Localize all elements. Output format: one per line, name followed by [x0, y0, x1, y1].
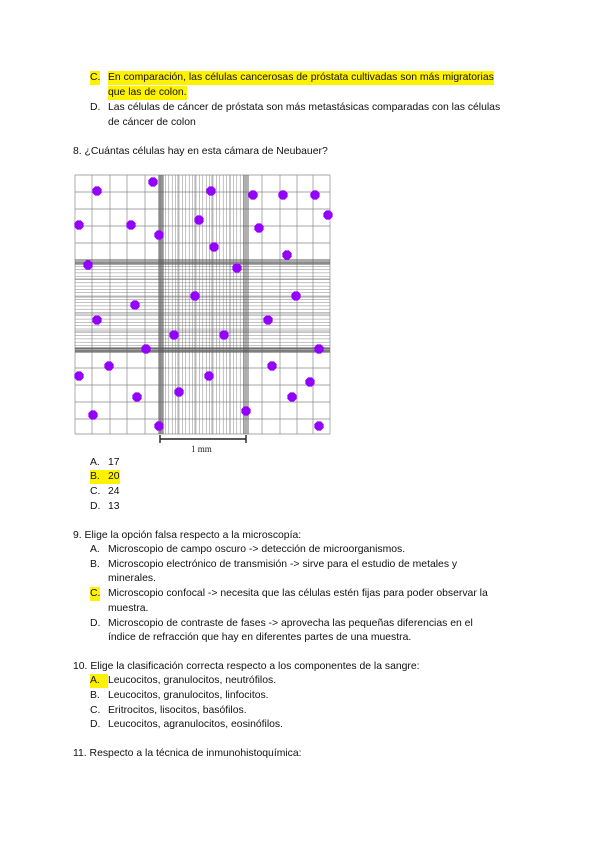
cell-dot — [132, 392, 141, 401]
option-text: Leucocitos, agranulocitos, eosinófilos. — [108, 719, 284, 730]
cell-dot — [148, 177, 157, 186]
option-text: Eritrocitos, lisocitos, basófilos. — [108, 705, 247, 716]
cell-dot — [291, 291, 300, 300]
option-letter: C. — [90, 588, 101, 599]
option-text: 20 — [108, 471, 120, 482]
cell-dot — [104, 361, 113, 370]
option-text: Leucocitos, granulocitos, neutrófilos. — [108, 675, 277, 686]
option-text-line: que las de colon. — [108, 87, 187, 98]
cell-dot — [130, 300, 139, 309]
cell-dot — [88, 410, 97, 419]
cell-dot — [248, 190, 257, 199]
cell-dot — [241, 406, 250, 415]
cell-dot — [278, 190, 287, 199]
q11-question: 11. Respecto a la técnica de inmunohistoquímica: — [73, 748, 302, 759]
option-letter: A. — [90, 544, 100, 555]
cell-dot — [141, 344, 150, 353]
option-letter: B. — [90, 559, 100, 570]
cell-dot — [169, 330, 178, 339]
cell-dot — [254, 223, 263, 232]
option-letter: A. — [90, 674, 108, 688]
option-letter: C. — [90, 705, 101, 716]
option-text: 24 — [108, 486, 120, 497]
option-text: 17 — [108, 457, 120, 468]
neubauer-grid-svg — [74, 174, 334, 456]
cells-layer — [74, 177, 332, 430]
cell-dot — [126, 220, 135, 229]
cell-dot — [92, 186, 101, 195]
option-text-line: Microscopio confocal -> necesita que las células estén fijas para poder observar la — [108, 588, 488, 599]
cell-dot — [314, 344, 323, 353]
cell-dot — [174, 387, 183, 396]
cell-dot — [314, 421, 323, 430]
cell-dot — [74, 220, 83, 229]
cell-dot — [204, 371, 213, 380]
option-letter: D. — [90, 102, 101, 113]
option-text-line: índice de refracción que hay en diferentes partes de una muestra. — [108, 632, 412, 643]
cell-dot — [74, 371, 83, 380]
option-letter: A. — [90, 457, 100, 468]
cell-dot — [310, 190, 319, 199]
cell-dot — [194, 215, 203, 224]
cell-dot — [154, 230, 163, 239]
option-letter: D. — [90, 618, 101, 629]
option-text-line: minerales. — [108, 573, 156, 584]
option-text-line: de cáncer de colon — [108, 117, 196, 128]
cell-dot — [154, 421, 163, 430]
cell-dot — [232, 263, 241, 272]
q8-question: 8. ¿Cuántas células hay en esta cámara de Neubauer? — [73, 146, 328, 157]
cell-dot — [287, 392, 296, 401]
option-text-line: Microscopio electrónico de transmisión -> sirve para el estudio de metales y — [108, 559, 458, 570]
option-letter: D. — [90, 501, 101, 512]
cell-dot — [267, 361, 276, 370]
option-letter: B. — [90, 690, 100, 701]
option-letter: C. — [90, 486, 101, 497]
cell-dot — [219, 330, 228, 339]
option-text-line: En comparación, las células cancerosas de próstata cultivadas son más migratorias — [108, 72, 494, 83]
option-text-line: Microscopio de contraste de fases -> aprovecha las pequeñas diferencias en el — [108, 618, 473, 629]
neubauer-chamber-figure — [74, 174, 334, 456]
cell-dot — [190, 291, 199, 300]
option-text: Leucocitos, granulocitos, linfocitos. — [108, 690, 269, 701]
cell-dot — [206, 186, 215, 195]
scale-label: 1 mm — [191, 444, 212, 454]
option-text-line: Las células de cáncer de próstata son más metastásicas comparadas con las células — [108, 102, 501, 113]
option-text-line: Microscopio de campo oscuro -> detección de microorganismos. — [108, 544, 406, 555]
cell-dot — [92, 315, 101, 324]
cell-dot — [83, 260, 92, 269]
cell-dot — [323, 210, 332, 219]
option-text-line: muestra. — [108, 603, 149, 614]
cell-dot — [263, 315, 272, 324]
option-letter: C. — [90, 72, 101, 83]
option-letter: D. — [90, 719, 101, 730]
cell-dot — [305, 377, 314, 386]
option-text: 13 — [108, 501, 120, 512]
q10-question: 10. Elige la clasificación correcta respecto a los componentes de la sangre: — [73, 661, 420, 672]
cell-dot — [209, 242, 218, 251]
cell-dot — [282, 250, 291, 259]
q9-question: 9. Elige la opción falsa respecto a la microscopía: — [73, 530, 302, 541]
option-letter: B. — [90, 470, 120, 484]
